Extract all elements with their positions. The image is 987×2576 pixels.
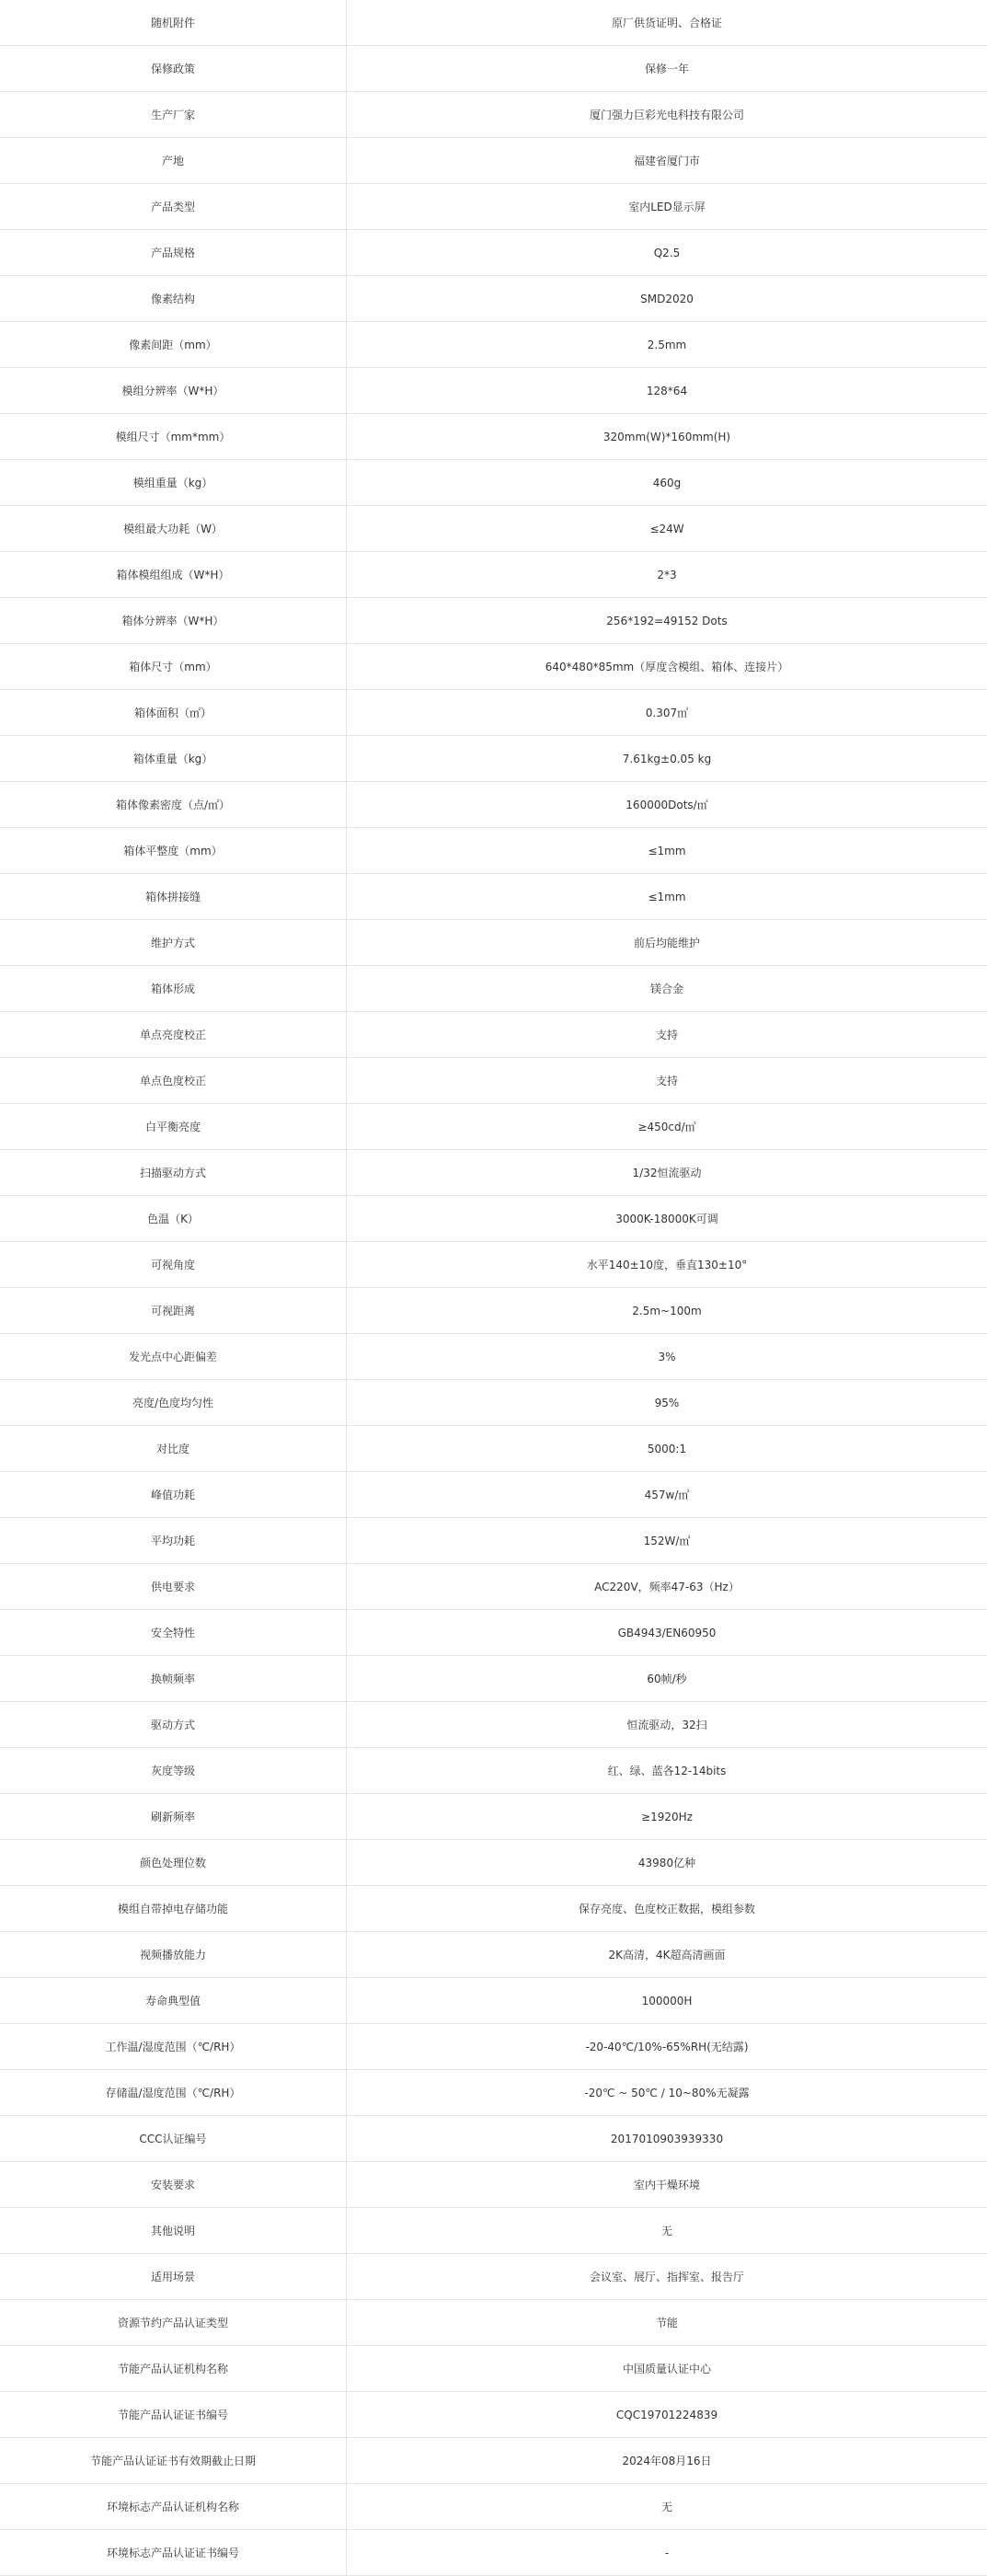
table-row [0, 966, 987, 1012]
spec-label: CCC认证编号 [0, 2116, 347, 2162]
spec-label: 换帧频率 [0, 1656, 347, 1702]
spec-value: 128*64 [347, 368, 987, 414]
spec-label: 像素间距（mm） [0, 322, 347, 368]
spec-label: 产品类型 [0, 184, 347, 230]
table-row [0, 2070, 987, 2116]
spec-value: 室内LED显示屏 [347, 184, 987, 230]
table-row [0, 1518, 987, 1564]
table-row [0, 414, 987, 460]
spec-value: 2K高清，4K超高清画面 [347, 1932, 987, 1978]
spec-label: 模组分辨率（W*H） [0, 368, 347, 414]
spec-value: 会议室、展厅、指挥室、报告厅 [347, 2254, 987, 2300]
table-row [0, 46, 987, 92]
table-row [0, 276, 987, 322]
table-row [0, 1610, 987, 1656]
table-row [0, 1886, 987, 1932]
spec-value: -20-40℃/10%-65%RH(无结露) [347, 2024, 987, 2070]
table-row [0, 138, 987, 184]
spec-value: 100000H [347, 1978, 987, 2024]
spec-value: 支持 [347, 1012, 987, 1058]
table-row [0, 1242, 987, 1288]
table-row [0, 2484, 987, 2530]
spec-value: 0.307㎡ [347, 690, 987, 736]
spec-value: 256*192=49152 Dots [347, 598, 987, 644]
spec-label: 箱体拼接缝 [0, 874, 347, 920]
spec-label: 峰值功耗 [0, 1472, 347, 1518]
table-row [0, 1012, 987, 1058]
spec-value: 保修一年 [347, 46, 987, 92]
spec-label: 像素结构 [0, 276, 347, 322]
table-row [0, 1794, 987, 1840]
spec-value: 640*480*85mm（厚度含模组、箱体、连接片） [347, 644, 987, 690]
table-row [0, 1334, 987, 1380]
spec-value: 镁合金 [347, 966, 987, 1012]
table-row [0, 1564, 987, 1610]
spec-value: 2.5mm [347, 322, 987, 368]
spec-value: 1/32恒流驱动 [347, 1150, 987, 1196]
spec-label: 寿命典型值 [0, 1978, 347, 2024]
table-row [0, 1748, 987, 1794]
table-row [0, 0, 987, 46]
spec-label: 亮度/色度均匀性 [0, 1380, 347, 1426]
spec-label: 生产厂家 [0, 92, 347, 138]
spec-value: 无 [347, 2208, 987, 2254]
spec-label: 发光点中心距偏差 [0, 1334, 347, 1380]
table-row [0, 828, 987, 874]
spec-value: 原厂供货证明、合格证 [347, 0, 987, 46]
table-row [0, 184, 987, 230]
spec-value: 60帧/秒 [347, 1656, 987, 1702]
spec-label: 产品规格 [0, 230, 347, 276]
spec-value: 2024年08月16日 [347, 2438, 987, 2484]
table-row [0, 1288, 987, 1334]
spec-label: 刷新频率 [0, 1794, 347, 1840]
spec-value: 保存亮度、色度校正数据，模组参数 [347, 1886, 987, 1932]
spec-label: 平均功耗 [0, 1518, 347, 1564]
spec-label: 灰度等级 [0, 1748, 347, 1794]
spec-value: ≤1mm [347, 874, 987, 920]
spec-value: ≤24W [347, 506, 987, 552]
spec-value: SMD2020 [347, 276, 987, 322]
spec-label: 可视距离 [0, 1288, 347, 1334]
table-row [0, 1472, 987, 1518]
table-row [0, 460, 987, 506]
table-row [0, 92, 987, 138]
spec-label: 产地 [0, 138, 347, 184]
spec-label: 适用场景 [0, 2254, 347, 2300]
table-row [0, 1840, 987, 1886]
spec-label: 其他说明 [0, 2208, 347, 2254]
spec-label: 箱体尺寸（mm） [0, 644, 347, 690]
spec-value: -20℃ ~ 50℃ / 10~80%无凝露 [347, 2070, 987, 2116]
table-row [0, 2116, 987, 2162]
spec-value: 95% [347, 1380, 987, 1426]
spec-label: 节能产品认证证书编号 [0, 2392, 347, 2438]
spec-label: 模组重量（kg） [0, 460, 347, 506]
table-row [0, 2346, 987, 2392]
spec-value: 前后均能维护 [347, 920, 987, 966]
table-row [0, 2208, 987, 2254]
spec-value: 节能 [347, 2300, 987, 2346]
table-row [0, 782, 987, 828]
spec-value: 室内干燥环境 [347, 2162, 987, 2208]
spec-value: 无 [347, 2484, 987, 2530]
spec-label: 驱动方式 [0, 1702, 347, 1748]
table-row [0, 598, 987, 644]
table-row [0, 2438, 987, 2484]
table-row [0, 368, 987, 414]
spec-value: - [347, 2530, 987, 2576]
table-row [0, 2254, 987, 2300]
table-row [0, 1978, 987, 2024]
spec-value: 水平140±10度，垂直130±10° [347, 1242, 987, 1288]
spec-label: 箱体形成 [0, 966, 347, 1012]
spec-label: 视频播放能力 [0, 1932, 347, 1978]
spec-label: 箱体模组组成（W*H） [0, 552, 347, 598]
table-row [0, 920, 987, 966]
table-row [0, 230, 987, 276]
spec-label: 工作温/湿度范围（℃/RH） [0, 2024, 347, 2070]
spec-label: 箱体平整度（mm） [0, 828, 347, 874]
spec-value: ≥1920Hz [347, 1794, 987, 1840]
spec-label: 模组自带掉电存储功能 [0, 1886, 347, 1932]
spec-label: 颜色处理位数 [0, 1840, 347, 1886]
spec-value: 厦门强力巨彩光电科技有限公司 [347, 92, 987, 138]
table-row [0, 1656, 987, 1702]
table-row [0, 2024, 987, 2070]
spec-value: 43980亿种 [347, 1840, 987, 1886]
spec-label: 维护方式 [0, 920, 347, 966]
spec-value: ≥450cd/㎡ [347, 1104, 987, 1150]
spec-label: 可视角度 [0, 1242, 347, 1288]
spec-value: 2.5m~100m [347, 1288, 987, 1334]
spec-label: 色温（K） [0, 1196, 347, 1242]
spec-label: 箱体重量（kg） [0, 736, 347, 782]
spec-label: 模组尺寸（mm*mm） [0, 414, 347, 460]
spec-value: 支持 [347, 1058, 987, 1104]
table-row [0, 1104, 987, 1150]
table-row [0, 1196, 987, 1242]
spec-value: 457w/㎡ [347, 1472, 987, 1518]
spec-value: AC220V，频率47-63（Hz） [347, 1564, 987, 1610]
spec-value: 320mm(W)*160mm(H) [347, 414, 987, 460]
spec-value: 2017010903939330 [347, 2116, 987, 2162]
table-row [0, 2300, 987, 2346]
spec-label: 箱体分辨率（W*H） [0, 598, 347, 644]
spec-value: Q2.5 [347, 230, 987, 276]
table-row [0, 2530, 987, 2576]
spec-label: 随机附件 [0, 0, 347, 46]
spec-value: 2*3 [347, 552, 987, 598]
spec-label: 箱体面积（㎡） [0, 690, 347, 736]
spec-value: 恒流驱动，32扫 [347, 1702, 987, 1748]
table-row [0, 1702, 987, 1748]
spec-label: 扫描驱动方式 [0, 1150, 347, 1196]
table-row [0, 552, 987, 598]
spec-value: 3% [347, 1334, 987, 1380]
spec-value: 152W/㎡ [347, 1518, 987, 1564]
spec-label: 环境标志产品认证机构名称 [0, 2484, 347, 2530]
spec-label: 白平衡亮度 [0, 1104, 347, 1150]
spec-label: 节能产品认证证书有效期截止日期 [0, 2438, 347, 2484]
spec-label: 供电要求 [0, 1564, 347, 1610]
spec-label: 存储温/湿度范围（℃/RH） [0, 2070, 347, 2116]
table-row [0, 1058, 987, 1104]
spec-value: CQC19701224839 [347, 2392, 987, 2438]
table-row [0, 736, 987, 782]
spec-value: 5000:1 [347, 1426, 987, 1472]
spec-label: 安装要求 [0, 2162, 347, 2208]
spec-label: 模组最大功耗（W） [0, 506, 347, 552]
table-row [0, 1426, 987, 1472]
spec-value: GB4943/EN60950 [347, 1610, 987, 1656]
table-row [0, 506, 987, 552]
spec-label: 资源节约产品认证类型 [0, 2300, 347, 2346]
spec-label: 箱体像素密度（点/㎡） [0, 782, 347, 828]
spec-value: 160000Dots/㎡ [347, 782, 987, 828]
table-row [0, 2392, 987, 2438]
table-row [0, 690, 987, 736]
table-row [0, 1380, 987, 1426]
table-row [0, 874, 987, 920]
spec-value: 3000K-18000K可调 [347, 1196, 987, 1242]
table-row [0, 2162, 987, 2208]
spec-label: 对比度 [0, 1426, 347, 1472]
spec-value: 红、绿、蓝各12-14bits [347, 1748, 987, 1794]
spec-label: 单点色度校正 [0, 1058, 347, 1104]
table-row [0, 1150, 987, 1196]
table-row [0, 322, 987, 368]
spec-value: 中国质量认证中心 [347, 2346, 987, 2392]
spec-value: 7.61kg±0.05 kg [347, 736, 987, 782]
spec-value: 460g [347, 460, 987, 506]
spec-label: 环境标志产品认证证书编号 [0, 2530, 347, 2576]
table-row [0, 1932, 987, 1978]
spec-label: 保修政策 [0, 46, 347, 92]
spec-label: 节能产品认证机构名称 [0, 2346, 347, 2392]
spec-label: 安全特性 [0, 1610, 347, 1656]
spec-value: 福建省厦门市 [347, 138, 987, 184]
spec-value: ≤1mm [347, 828, 987, 874]
spec-label: 单点亮度校正 [0, 1012, 347, 1058]
table-row [0, 644, 987, 690]
